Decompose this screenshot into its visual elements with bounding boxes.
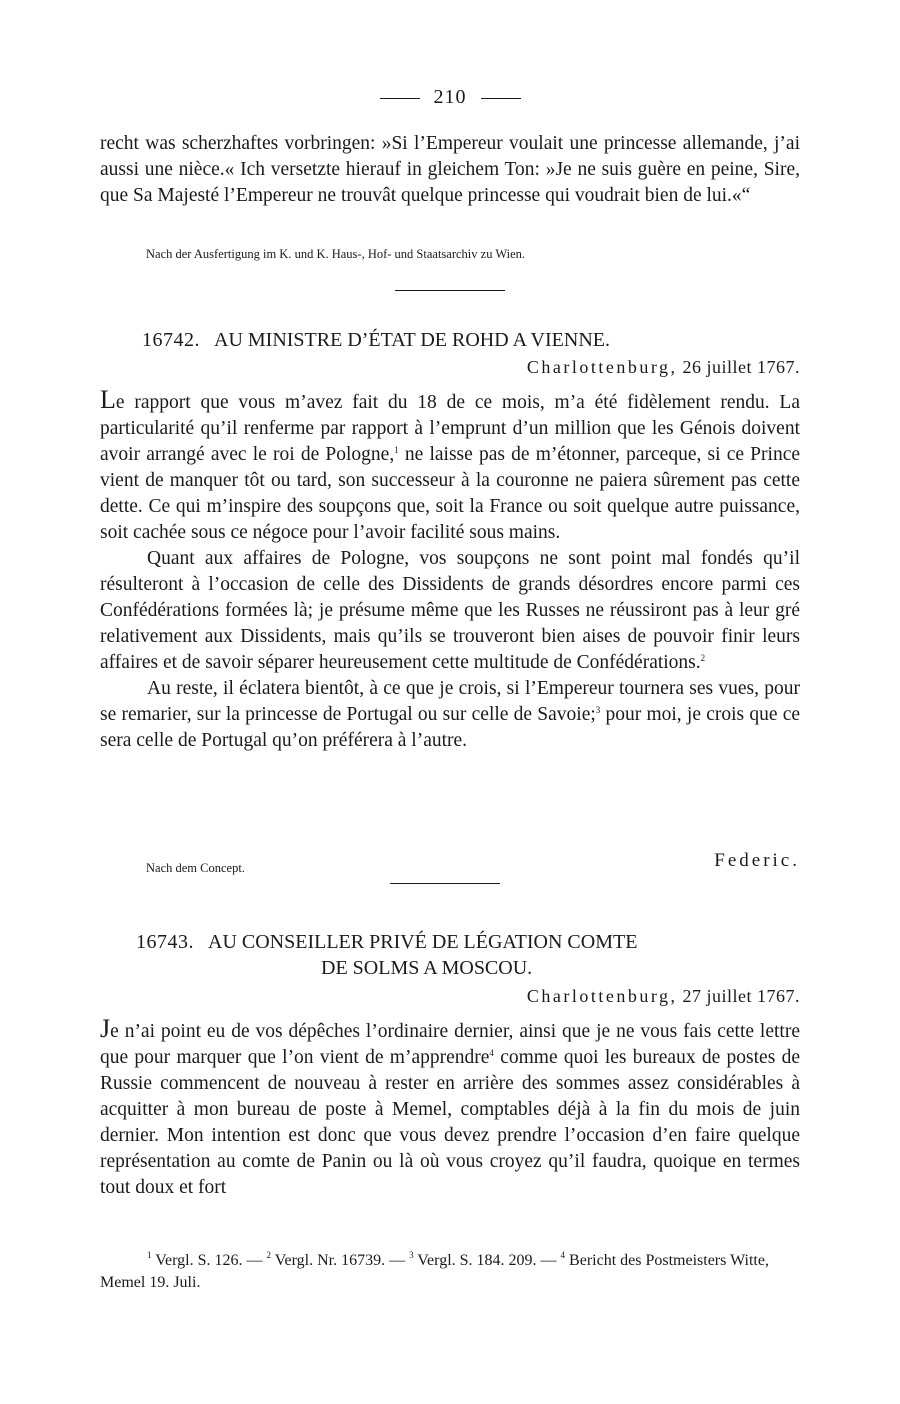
footnote-3: Vergl. S. 184. 209. —	[413, 1252, 561, 1269]
page-number: 210	[433, 86, 467, 108]
footnote-mark: 2	[266, 1250, 271, 1260]
letter-16742-source: Nach dem Concept.	[146, 861, 245, 875]
letter-date: 27 juillet 1767.	[682, 986, 800, 1006]
footnotes	[100, 1250, 800, 1294]
footnote-list	[100, 1250, 800, 1294]
section-divider	[395, 290, 505, 291]
footnote-4: Bericht des Postmeisters Witte, Memel 19. Juli.	[100, 1252, 769, 1291]
letter-16742-paragraph-1	[100, 387, 800, 546]
letter-16742-body	[100, 387, 800, 754]
page-header	[100, 86, 800, 109]
paragraph-text: e rapport que vous m’avez fait du 18 de ce mois, m’a été fidèlement rendu. La particularité qu’il renferme par rapport à l’emprunt d’un million que les Génois doivent avoir arrangé avec le roi de Pologne,	[100, 392, 800, 465]
letter-title: AU MINISTRE D’ÉTAT DE ROHD A VIENNE.	[214, 329, 610, 351]
letter-place: Charlottenburg,	[526, 986, 678, 1006]
footnote-1: Vergl. S. 126. —	[151, 1252, 267, 1269]
letter-place: Charlottenburg,	[526, 357, 678, 377]
drop-initial: J	[100, 1014, 111, 1043]
letter-16742-signature: Federic.	[714, 850, 800, 871]
letter-16743-place-date	[100, 986, 800, 1007]
letter-16742-paragraph-2	[100, 546, 800, 676]
paragraph-text: Au reste, il éclatera bientôt, à ce que je crois, si l’Empereur tournera ses vues, pour se remarier, sur la princesse de Portugal ou sur celle de Savoie;	[100, 678, 800, 725]
footnote-mark: 3	[409, 1250, 414, 1260]
paragraph-text: e n’ai point eu de vos dépêches l’ordinaire dernier, ainsi que je ne vous fais cette lettre que pour marquer que l’on vient de m’apprendre	[100, 1021, 800, 1068]
header-dash-left	[380, 98, 420, 99]
letter-number: 16743.	[136, 931, 194, 953]
letter-16742-heading	[142, 327, 800, 353]
footnote-mark: 4	[560, 1250, 566, 1260]
footnote-ref: 1	[394, 445, 399, 455]
letter-title-line-1: AU CONSEILLER PRIVÉ DE LÉGATION COMTE	[208, 931, 638, 953]
continuation-text	[100, 131, 800, 209]
paragraph-text: ne laisse pas de m’étonner, parceque, si ce Prince vient de manquer tôt ou tard, son successeur à la couronne ne paiera sûrement pas cette dette. Ce qui m’inspire des soupçons que, soit la France ou soit quelque autre puissance, soit cachée sous ce négoce pour l’avoir facilité sous mains.	[100, 444, 801, 543]
letter-16743-heading-line-1	[136, 929, 800, 955]
footnote-ref: 4	[489, 1048, 494, 1058]
letter-16743-paragraph-1	[100, 1016, 800, 1201]
paragraph-text: Quant aux affaires de Pologne, vos soupçons ne sont point mal fondés qu’il résulteront à l’occasion de celle des Dissidents de grands désordres encore parmi ces Confédérations formées là; je présume même que les Russes ne réussiront pas à leur gré relativement aux Dissidents, mais qu’ils se trouveront bien aises de pouvoir finir leurs affaires et de savoir séparer heureusement cette multitude de Confédérations.	[100, 548, 800, 673]
letter-number: 16742.	[142, 329, 200, 351]
drop-initial: L	[100, 385, 116, 414]
footnote-ref: 3	[595, 705, 601, 715]
letter-16743-body	[100, 1016, 800, 1201]
footnote-mark: 1	[147, 1250, 152, 1260]
continuation-source: Nach der Ausfertigung im K. und K. Haus-, Hof- und Staatsarchiv zu Wien.	[146, 247, 526, 261]
footnote-2: Vergl. Nr. 16739. —	[270, 1252, 410, 1269]
header-dash-right	[481, 98, 521, 99]
letter-16742-place-date	[100, 357, 800, 378]
letter-16743-heading	[136, 929, 800, 981]
continuation-paragraph: recht was scherzhaftes vorbringen: »Si l’Empereur voulait une princesse allemande, j’ai aussi une nièce.« Ich versetzte hierauf in gleichem Ton: »Je ne suis guère en peine, Sire, que Sa Majesté l’Empereur ne trouvât quelque princesse qui voudrait bien de lui.«“	[100, 133, 800, 206]
letter-16743-heading-line-2	[136, 955, 800, 981]
paragraph-text: comme quoi les bureaux de postes de Russie commencent de nouveau à rester en arrière des sommes assez considérables à acquitter à mon bureau de poste à Memel, comptables déjà à la fin du mois de juin dernier. Mon intention est donc que vous devez prendre l’occasion d’en faire quelque représentation au comte de Panin ou là où vous croyez qu’il faudra, quoique en termes tout doux et fort	[100, 1047, 800, 1198]
section-divider	[390, 883, 500, 884]
letter-title-line-2: DE SOLMS A MOSCOU.	[321, 957, 533, 979]
footnote-ref: 2	[700, 653, 706, 663]
paragraph-text: pour moi, je crois que ce sera celle de Portugal qu’on préférera à l’autre.	[100, 704, 801, 751]
document-page	[100, 0, 800, 1404]
letter-date: 26 juillet 1767.	[682, 357, 800, 377]
letter-16742-paragraph-3	[100, 676, 800, 754]
